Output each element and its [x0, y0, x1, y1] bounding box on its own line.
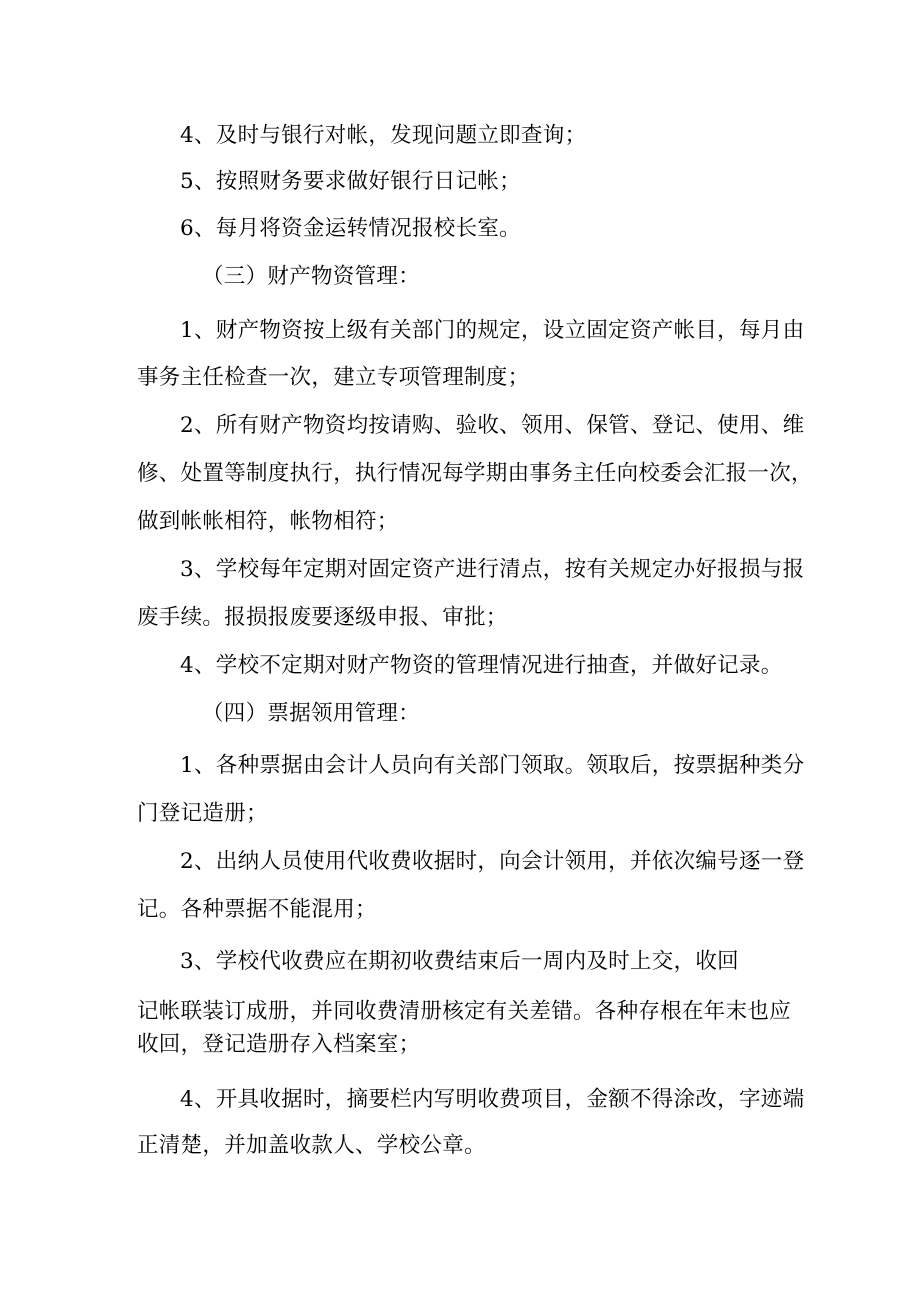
text-line: 收回，登记造册存入档案室；	[137, 1032, 421, 1057]
text-line: 事务主任检查一次，建立专项管理制度；	[137, 365, 530, 390]
text-line: 4、及时与银行对帐，发现问题立即查询；	[180, 123, 587, 148]
text-line: 做到帐帐相符，帐物相符；	[137, 509, 399, 534]
text-line: 3、学校每年定期对固定资产进行清点，按有关规定办好报损与报	[180, 557, 805, 582]
text-line: 2、出纳人员使用代收费收据时，向会计领用，并依次编号逐一登	[180, 849, 805, 874]
text-line: 3、学校代收费应在期初收费结束后一周内及时上交，收回	[180, 949, 739, 974]
text-line: 2、所有财产物资均按请购、验收、领用、保管、登记、使用、维	[180, 413, 805, 438]
text-line: 记。各种票据不能混用；	[137, 897, 377, 922]
text-line: 1、各种票据由会计人员向有关部门领取。领取后，按票据种类分	[180, 753, 805, 778]
text-line: 记帐联装订成册，并同收费清册核定有关差错。各种存根在年末也应	[137, 999, 792, 1024]
text-line: 6、每月将资金运转情况报校长室。	[180, 216, 521, 241]
text-line: 5、按照财务要求做好银行日记帐；	[180, 169, 521, 194]
text-line: 修、处置等制度执行，执行情况每学期由事务主任向校委会汇报一次，	[137, 461, 813, 486]
text-line: 4、开具收据时，摘要栏内写明收费项目，金额不得涂改，字迹端	[180, 1087, 805, 1112]
text-line: 正清楚，并加盖收款人、学校公章。	[137, 1133, 486, 1158]
text-line: 4、学校不定期对财产物资的管理情况进行抽查，并做好记录。	[180, 653, 783, 678]
text-line: 门登记造册；	[137, 801, 268, 826]
section-heading: （三）财产物资管理：	[202, 264, 421, 289]
text-line: 1、财产物资按上级有关部门的规定，设立固定资产帐目，每月由	[180, 318, 805, 343]
section-heading: （四）票据领用管理：	[202, 701, 421, 726]
text-line: 废手续。报损报废要逐级申报、审批；	[137, 605, 508, 630]
